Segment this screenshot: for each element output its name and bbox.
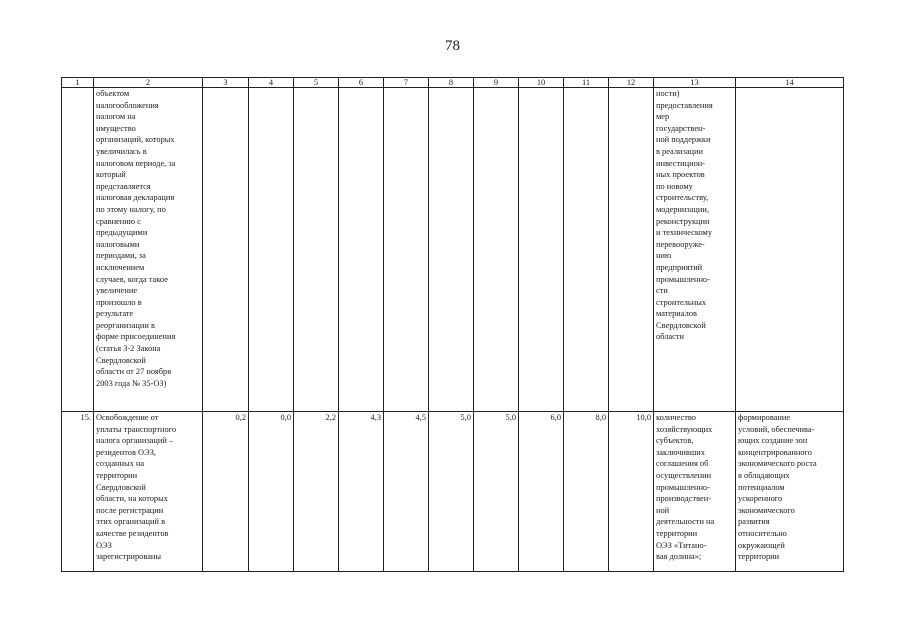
row-number: 15.: [62, 412, 94, 572]
value-cell: 5,0: [429, 412, 474, 572]
header-cell: 9: [474, 78, 519, 88]
header-cell: 10: [519, 78, 564, 88]
value-cell: 6,0: [519, 412, 564, 572]
value-cell: 5,0: [474, 412, 519, 572]
goal-text: формирование условий, обеспечива- ющих создание зон концентрированного экономического роста в обладающих потенциалом ускоренного экономического развития относительно окружающей территории: [738, 413, 817, 562]
value-cell: 10,0: [609, 412, 654, 572]
measure-description: Освобождение от уплаты транспортного налога организаций – резидентов ОЭЗ, созданных на территории Свердловской области, на которых после регистрации этих организаций в качестве резидентов ОЭЗ зарегистрированы: [96, 413, 177, 562]
table-cell: [609, 88, 654, 412]
table-cell: [203, 88, 249, 412]
table-cell: [736, 88, 844, 412]
header-cell: 3: [203, 78, 249, 88]
page-number: 78: [445, 38, 460, 54]
table-cell: [519, 88, 564, 412]
header-cell: 8: [429, 78, 474, 88]
budget-table: [61, 77, 844, 572]
header-cell: 13: [654, 78, 736, 88]
measure-description: объектом налогообложения налогом на имущество организаций, которых увеличилась в налоговом периоде, за который представляется налоговая декларация по этому налогу, по сравнению с предыдущими налоговыми периодами, за исключением случаев, когда такое увеличение произошло в результате реорганизации в форме присоединения (статья 3-2 Закона Свердловской области от 27 ноября 2003 года № 35-ОЗ): [96, 89, 176, 388]
value-cell: 0,2: [203, 412, 249, 572]
table-cell: [94, 88, 203, 412]
header-cell: 7: [384, 78, 429, 88]
header-row: [62, 78, 844, 88]
table-cell: [62, 88, 94, 412]
header-cell: 5: [294, 78, 339, 88]
value-cell: 0,0: [249, 412, 294, 572]
value-cell: 2,2: [294, 412, 339, 572]
table-row-continued: [62, 88, 844, 412]
header-cell: 4: [249, 78, 294, 88]
table-cell: [294, 88, 339, 412]
table-cell: [384, 88, 429, 412]
table-cell: [94, 412, 203, 572]
header-cell: 6: [339, 78, 384, 88]
header-cell: 14: [736, 78, 844, 88]
table-cell: [474, 88, 519, 412]
header-cell: 2: [94, 78, 203, 88]
indicator-text: количество хозяйствующих субъектов, заключивших соглашения об осуществлении промышленно- производствен- ной деятельности на территории ОЭЗ «Титано- вая долина»;: [656, 413, 715, 562]
table-cell: [429, 88, 474, 412]
table-cell: [564, 88, 609, 412]
value-cell: 4,5: [384, 412, 429, 572]
table-cell: [654, 412, 736, 572]
table-cell: [249, 88, 294, 412]
header-cell: 1: [62, 78, 94, 88]
header-cell: 12: [609, 78, 654, 88]
table-cell: [736, 412, 844, 572]
table-row-15: [62, 412, 844, 572]
value-cell: 4,3: [339, 412, 384, 572]
table-cell: [654, 88, 736, 412]
header-cell: 11: [564, 78, 609, 88]
table-cell: [339, 88, 384, 412]
value-cell: 8,0: [564, 412, 609, 572]
indicator-text: ности) предоставления мер государствен- ной поддержки в реализации инвестицион- ных проектов по новому строительству, модернизации, реконструкции и техническому перевооруже- нию предприятий промышленно- сти строительных материалов Свердловской области: [656, 89, 713, 342]
